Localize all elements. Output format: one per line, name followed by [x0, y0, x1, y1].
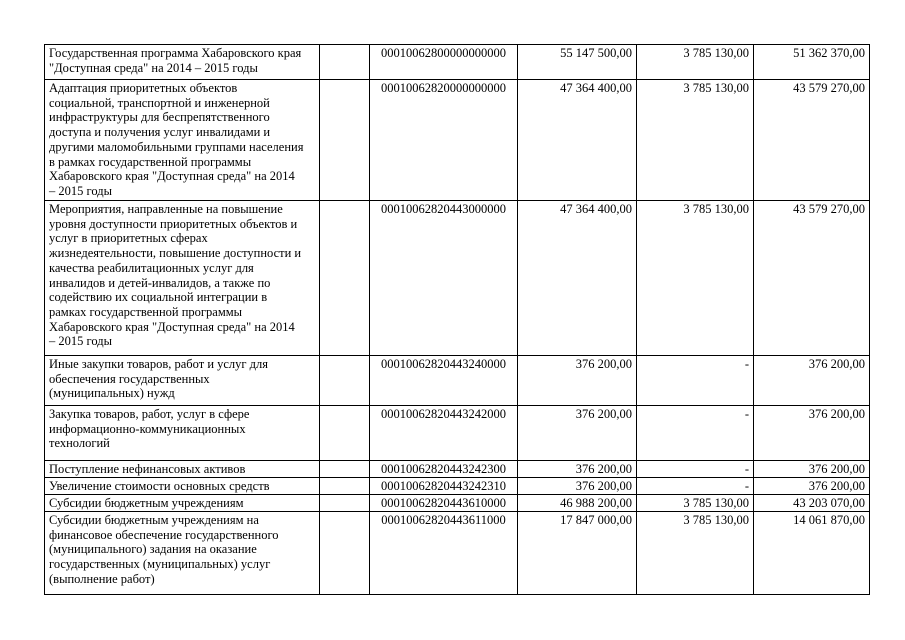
amount-column-1: 47 364 400,00 — [518, 201, 637, 356]
amount-column-1: 55 147 500,00 — [518, 45, 637, 80]
line-item-name: Государственная программа Хабаровского края "Доступная среда" на 2014 – 2015 годы — [45, 45, 320, 80]
amount-column-2: 3 785 130,00 — [637, 45, 754, 80]
empty-column-cell — [320, 478, 370, 495]
amount-column-1: 376 200,00 — [518, 356, 637, 406]
amount-column-2: - — [637, 478, 754, 495]
amount-column-2: 3 785 130,00 — [637, 80, 754, 201]
amount-column-2: - — [637, 356, 754, 406]
budget-code: 00010062820443611000 — [370, 512, 518, 595]
table-row — [45, 461, 870, 478]
empty-column-cell — [320, 406, 370, 461]
line-item-name: Закупка товаров, работ, услуг в сфере информационно-коммуникационных технологий — [45, 406, 320, 461]
budget-code: 00010062820000000000 — [370, 80, 518, 201]
empty-column-cell — [320, 461, 370, 478]
budget-code: 00010062820443000000 — [370, 201, 518, 356]
line-item-name: Поступление нефинансовых активов — [45, 461, 320, 478]
amount-column-1: 376 200,00 — [518, 406, 637, 461]
table-row — [45, 356, 870, 406]
line-item-name: Субсидии бюджетным учреждениям на финансовое обеспечение государственного (муниципального) задания на оказание государственных (муниципальных) услуг (выполнение работ) — [45, 512, 320, 595]
table-row — [45, 495, 870, 512]
empty-column-cell — [320, 80, 370, 201]
amount-column-3: 376 200,00 — [754, 356, 870, 406]
table-row — [45, 406, 870, 461]
amount-column-3: 376 200,00 — [754, 406, 870, 461]
amount-column-2: 3 785 130,00 — [637, 495, 754, 512]
amount-column-2: - — [637, 461, 754, 478]
amount-column-1: 47 364 400,00 — [518, 80, 637, 201]
table-row — [45, 45, 870, 80]
table-row — [45, 80, 870, 201]
line-item-name: Увеличение стоимости основных средств — [45, 478, 320, 495]
empty-column-cell — [320, 201, 370, 356]
budget-code: 00010062820443242300 — [370, 461, 518, 478]
amount-column-2: - — [637, 406, 754, 461]
amount-column-1: 46 988 200,00 — [518, 495, 637, 512]
amount-column-2: 3 785 130,00 — [637, 201, 754, 356]
budget-code: 00010062800000000000 — [370, 45, 518, 80]
line-item-name: Субсидии бюджетным учреждениям — [45, 495, 320, 512]
document-page — [44, 44, 870, 595]
budget-code: 00010062820443242310 — [370, 478, 518, 495]
budget-code: 00010062820443610000 — [370, 495, 518, 512]
empty-column-cell — [320, 495, 370, 512]
amount-column-2: 3 785 130,00 — [637, 512, 754, 595]
budget-table — [44, 44, 870, 595]
empty-column-cell — [320, 356, 370, 406]
line-item-name: Адаптация приоритетных объектов социальной, транспортной и инженерной инфраструктуры для беспрепятственного доступа и получения услуг инвалидами и другими маломобильными группами населения в рамках государственной программы Хабаровского края "Доступная среда" на 2014 – 2015 годы — [45, 80, 320, 201]
line-item-name: Мероприятия, направленные на повышение уровня доступности приоритетных объектов и услуг в приоритетных сферах жизнедеятельности, повышение доступности и качества реабилитационных услуг для инвалидов и детей-инвалидов, а также по содействию их социальной интеграции в рамках государственной программы Хабаровского края "Доступная среда" на 2014 – 2015 годы — [45, 201, 320, 356]
table-row — [45, 201, 870, 356]
amount-column-3: 14 061 870,00 — [754, 512, 870, 595]
budget-code: 00010062820443240000 — [370, 356, 518, 406]
amount-column-3: 43 579 270,00 — [754, 201, 870, 356]
amount-column-3: 43 203 070,00 — [754, 495, 870, 512]
amount-column-1: 376 200,00 — [518, 461, 637, 478]
empty-column-cell — [320, 45, 370, 80]
amount-column-1: 17 847 000,00 — [518, 512, 637, 595]
amount-column-3: 51 362 370,00 — [754, 45, 870, 80]
empty-column-cell — [320, 512, 370, 595]
amount-column-3: 376 200,00 — [754, 461, 870, 478]
table-row — [45, 478, 870, 495]
line-item-name: Иные закупки товаров, работ и услуг для обеспечения государственных (муниципальных) нужд — [45, 356, 320, 406]
table-row — [45, 512, 870, 595]
budget-code: 00010062820443242000 — [370, 406, 518, 461]
amount-column-3: 43 579 270,00 — [754, 80, 870, 201]
amount-column-3: 376 200,00 — [754, 478, 870, 495]
amount-column-1: 376 200,00 — [518, 478, 637, 495]
